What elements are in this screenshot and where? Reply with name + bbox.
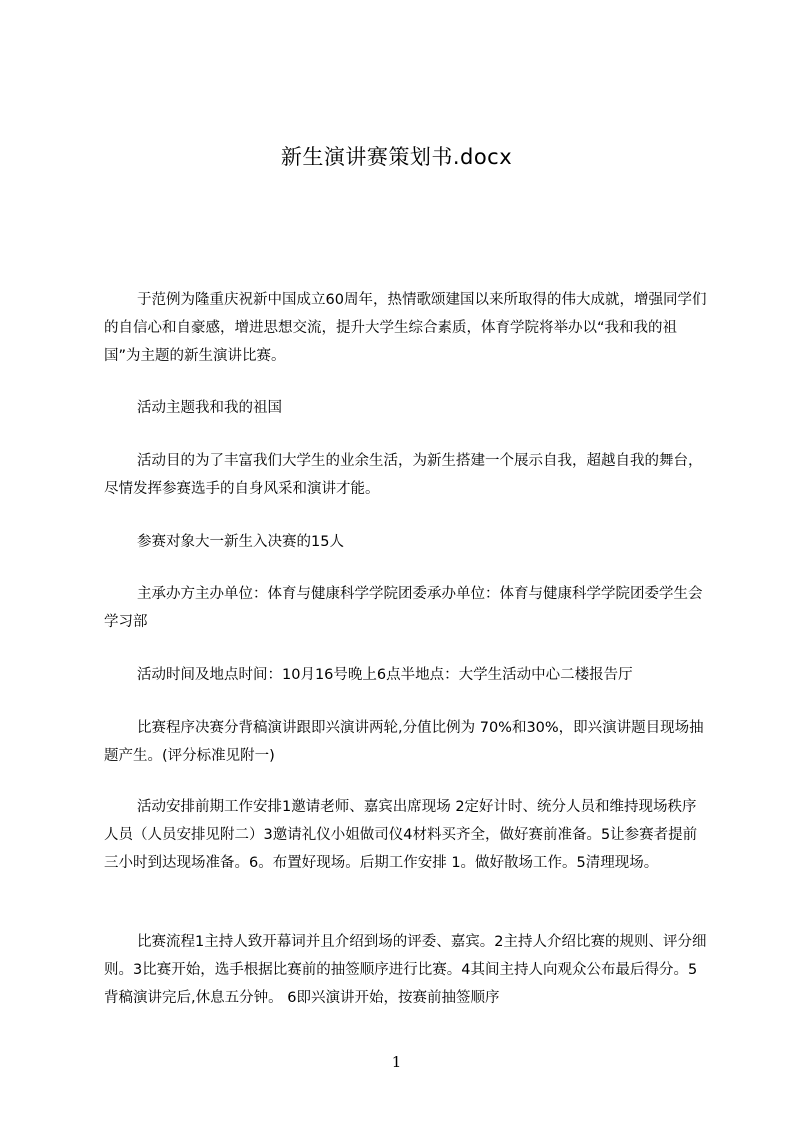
page-number: 1: [391, 1053, 402, 1071]
paragraph-arrangements: 活动安排前期工作安排1邀请老师、嘉宾出席现场 2定好计时、统分人员和维持现场秩序人员（人员安排见附二）3邀请礼仪小姐做司仪4材料买齐全，做好赛前准备。5让参赛者提前三小时到达现场准备。6。布置好现场。后期工作安排 1。做好散场工作。5清理现场。: [104, 799, 698, 871]
paragraph-participants: 参赛对象大一新生入决赛的15人: [137, 534, 344, 550]
paragraph-organizers: 主承办方主办单位：体育与健康科学学院团委承办单位：体育与健康科学学院团委学生会学习部: [104, 586, 703, 630]
paragraph-intro: 于范例为隆重庆祝新中国成立60周年，热情歌颂建国以来所取得的伟大成就，增强同学们的自信心和自豪感，增进思想交流，提升大学生综合素质，体育学院将举办以“我和我的祖国”为主题的新生演讲比赛。: [104, 292, 707, 364]
paragraph-purpose: 活动目的为了丰富我们大学生的业余生活，为新生搭建一个展示自我，超越自我的舞台，尽情发挥参赛选手的自身风采和演讲才能。: [104, 453, 703, 497]
paragraph-time-location: 活动时间及地点时间：10月16号晚上6点半地点：大学生活动中心二楼报告厅: [137, 667, 633, 683]
paragraph-flow: 比赛流程1主持人致开幕词并且介绍到场的评委、嘉宾。2主持人介绍比赛的规则、评分细则。3比赛开始，选手根据比赛前的抽签顺序进行比赛。4其间主持人向观众公布最后得分。5背稿演讲完后,休息五分钟。 6即兴演讲开始，按赛前抽签顺序: [104, 934, 707, 1006]
paragraph-procedure: 比赛程序决赛分背稿演讲跟即兴演讲两轮,分值比例为 70%和30%，即兴演讲题目现场抽题产生。(评分标准见附一): [104, 720, 704, 764]
document-title: 新生演讲赛策划书.docx: [280, 145, 513, 169]
paragraph-theme: 活动主题我和我的祖国: [137, 400, 282, 416]
